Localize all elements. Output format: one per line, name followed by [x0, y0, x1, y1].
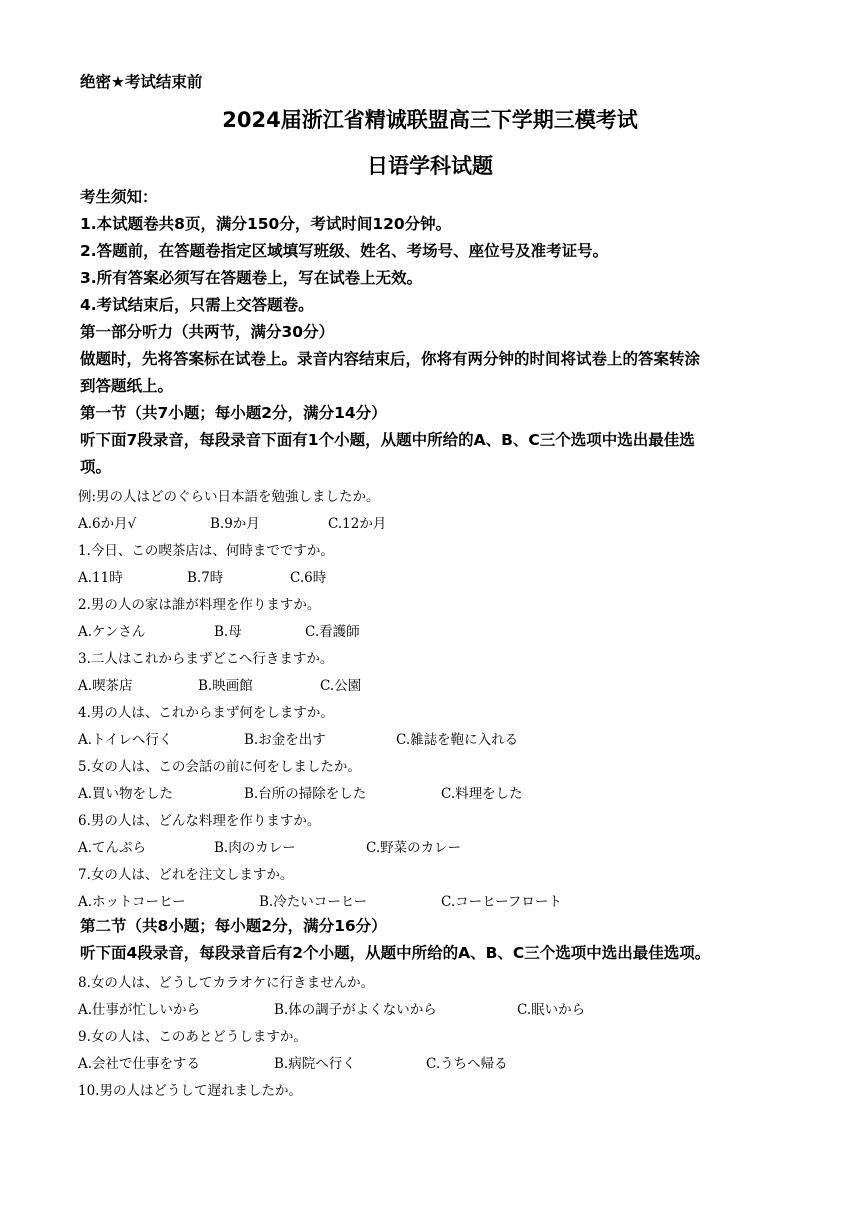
question-6: 6.男の人は、どんな料理を作りますか。 [78, 813, 321, 829]
q4-option-c: C.雑誌を鞄に入れる [396, 732, 519, 748]
section1-instruction: 听下面7段录音，每段录音下面有1个小题，从题中所给的A、B、C三个选项中选出最佳选 [80, 431, 695, 449]
example-option-c: C.12か月 [328, 516, 387, 532]
q5-option-b: B.台所の掃除をした [244, 786, 367, 802]
notice-heading: 考生须知： [80, 188, 158, 206]
question-5: 5.女の人は、この会話の前に何をしましたか。 [78, 759, 361, 775]
q8-option-c: C.眠いから [517, 1002, 586, 1018]
q8-option-a: A.仕事が忙しいから [78, 1002, 201, 1018]
q8-option-b: B.体の調子がよくないから [274, 1002, 437, 1018]
part1-heading: 第一部分听力（共两节，满分30分） [80, 323, 335, 341]
notice-item: 4.考试结束后，只需上交答题卷。 [80, 296, 314, 314]
exam-subtitle: 日语学科试题 [367, 154, 493, 178]
q4-option-b: B.お金を出す [244, 732, 326, 748]
q3-option-a: A.喫茶店 [78, 678, 133, 694]
q2-option-c: C.看護師 [305, 624, 360, 640]
part1-instruction: 到答题纸上。 [80, 377, 174, 395]
exam-title: 2024届浙江省精诚联盟高三下学期三模考试 [222, 108, 638, 132]
example-option-a: A.6か月√ [78, 516, 137, 532]
q1-option-c: C.6時 [290, 570, 327, 586]
q9-option-c: C.うちへ帰る [426, 1056, 508, 1072]
q3-option-b: B.映画館 [198, 678, 253, 694]
section1-heading: 第一节（共7小题；每小题2分，满分14分） [80, 404, 387, 422]
example-question: 例:男の人はどのぐらい日本語を勉強しましたか。 [78, 489, 380, 505]
section1-instruction: 项。 [80, 458, 112, 476]
q5-option-a: A.買い物をした [78, 786, 174, 802]
question-2: 2.男の人の家は誰が料理を作りますか。 [78, 597, 321, 613]
q2-option-b: B.母 [214, 624, 242, 640]
q1-option-a: A.11時 [78, 570, 123, 586]
q7-option-c: C.コーヒーフロート [441, 894, 562, 910]
question-9: 9.女の人は、このあとどうしますか。 [78, 1029, 307, 1045]
q4-option-a: A.トイレへ行く [78, 732, 173, 748]
confidential-label: 绝密★考试结束前 [80, 73, 203, 91]
section2-instruction: 听下面4段录音，每段录音后有2个小题，从题中所给的A、B、C三个选项中选出最佳选项。 [80, 944, 711, 962]
question-10: 10.男の人はどうして遅れましたか。 [78, 1083, 302, 1099]
q6-option-c: C.野菜のカレー [366, 840, 462, 856]
example-option-b: B.9か月 [210, 516, 260, 532]
q2-option-a: A.ケンさん [78, 624, 146, 640]
notice-item: 1.本试题卷共8页，满分150分，考试时间120分钟。 [80, 215, 452, 233]
question-7: 7.女の人は、どれを注文しますか。 [78, 867, 294, 883]
q7-option-a: A.ホットコーヒー [78, 894, 186, 910]
q1-option-b: B.7時 [187, 570, 224, 586]
q9-option-a: A.会社で仕事をする [78, 1056, 201, 1072]
q5-option-c: C.料理をした [441, 786, 523, 802]
question-8: 8.女の人は、どうしてカラオケに行きませんか。 [78, 975, 375, 991]
notice-item: 2.答题前，在答题卷指定区域填写班级、姓名、考场号、座位号及准考证号。 [80, 242, 609, 260]
q6-option-b: B.肉のカレー [214, 840, 296, 856]
section2-heading: 第二节（共8小题；每小题2分，满分16分） [80, 917, 387, 935]
q6-option-a: A.てんぷら [78, 840, 147, 856]
q3-option-c: C.公園 [320, 678, 362, 694]
notice-item: 3.所有答案必须写在答题卷上，写在试卷上无效。 [80, 269, 423, 287]
question-1: 1.今日、この喫茶店は、何時までですか。 [78, 543, 334, 559]
question-4: 4.男の人は、これからまず何をしますか。 [78, 705, 334, 721]
question-3: 3.二人はこれからまずどこへ行きますか。 [78, 651, 334, 667]
part1-instruction: 做题时，先将答案标在试卷上。录音内容结束后，你将有两分钟的时间将试卷上的答案转涂 [80, 350, 701, 368]
q7-option-b: B.冷たいコーヒー [259, 894, 368, 910]
q9-option-b: B.病院へ行く [274, 1056, 356, 1072]
